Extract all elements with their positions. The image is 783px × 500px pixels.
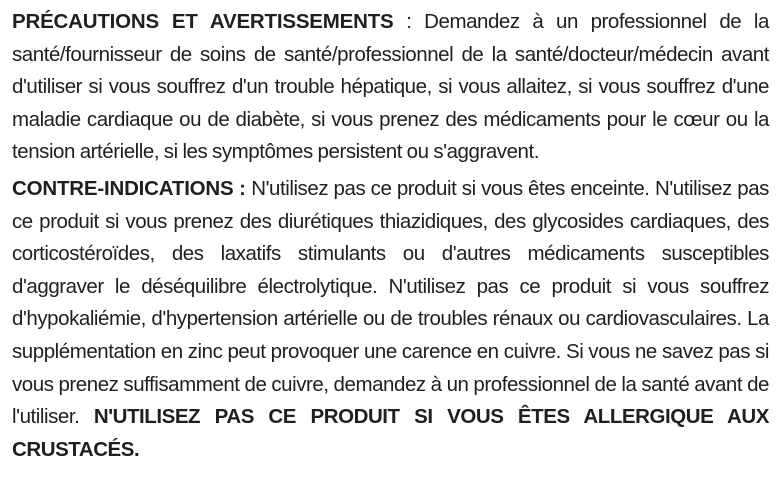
allergy-warning: N'UTILISEZ PAS CE PRODUIT SI VOUS ÊTES ALLERGIQUE AUX CRUSTACÉS.	[12, 405, 769, 461]
precautions-separator: :	[393, 10, 425, 33]
precautions-heading: PRÉCAUTIONS ET AVERTISSEMENTS	[12, 10, 394, 33]
contraindications-text: N'utilisez pas ce produit si vous êtes enceinte. N'utilisez pas ce produit si vous prenez des diurétiques thiazidiques, des glycosides cardiaques, des corticostéroïdes, des laxatifs stimulants ou d'autres médicaments susceptibles d'aggraver le déséquilibre électrolytique. N'utilisez pas ce produit si vous souffrez d'hypokaliémie, d'hypertension artérielle ou de troubles rénaux ou cardiovasculaires. La supplémentation en zinc peut provoquer une carence en cuivre. Si vous ne savez pas si vous prenez suffisamment de cuivre, demandez à un professionnel de la santé avant de l'utiliser.	[12, 176, 769, 429]
precautions-section	[12, 6, 769, 169]
contraindications-heading: CONTRE-INDICATIONS :	[12, 176, 246, 200]
precautions-text: Demandez à un professionnel de la santé/fournisseur de soins de santé/professionnel de la santé/docteur/médecin avant d'utiliser si vous souffrez d'un trouble hépatique, si vous allaitez, si vous souffrez d'une maladie cardiaque ou de diabète, si vous prenez des médicaments pour le cœur ou la tension artérielle, si les symptômes persistent ou s'aggravent.	[12, 10, 769, 164]
contraindications-section	[12, 173, 769, 466]
